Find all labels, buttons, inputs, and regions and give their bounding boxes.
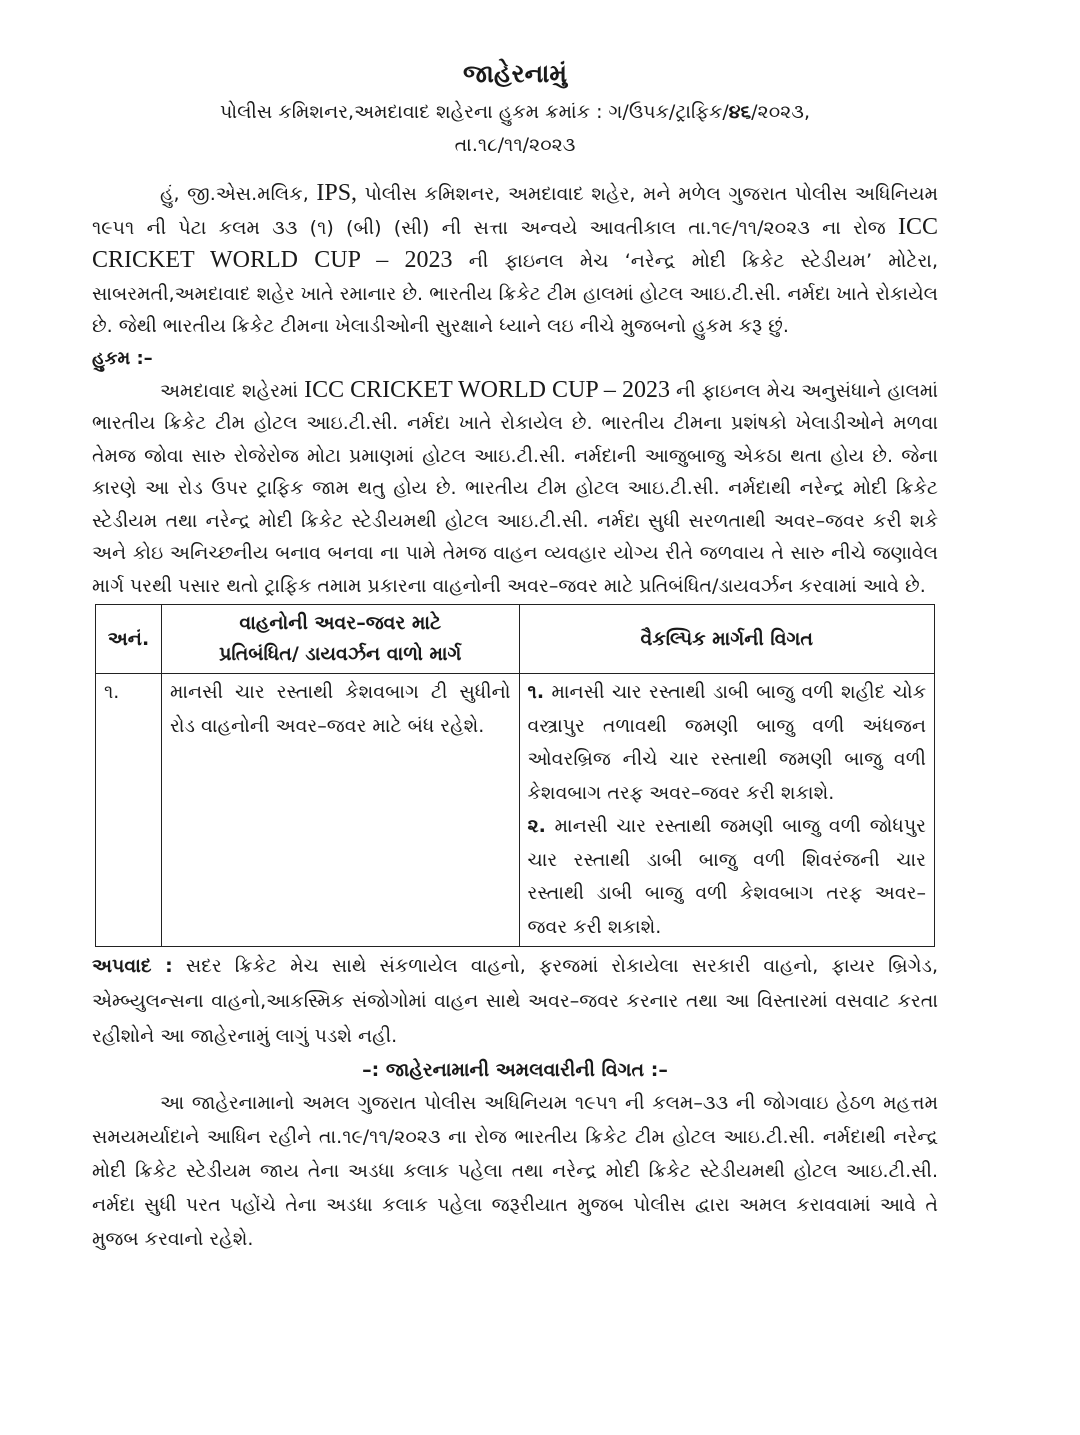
intro-text-3: ની ફાઇનલ મેચ ‘નરેન્દ્ર મોદી ક્રિકેટ સ્ટેડીયમ’ મોટેરા, સાબરમતી,અમદાવાદ શહેર ખાતે રમાનાર છે. ભારતીય ક્રિકેટ ટીમ હાલમાં હોટલ આઇ.ટી.સી. નર્મદા ખાતે રોકાયેલ છે. જેથી ભારતીય ક્રિકેટ ટીમના ખેલાડીઓની સુરક્ષાને ધ્યાને લઇ નીચે મુજબનો હુકમ કરૂ છું. — [92, 250, 938, 337]
alternate-route-text: માનસી ચાર રસ્તાથી જમણી બાજુ વળી જોધપુર ચાર રસ્તાથી ડાબી બાજુ વળી શિવરંજની ચાર રસ્તાથી ડાબી બાજુ વળી કેશવબાગ તરફ અવર–જવર કરી શકાશે. — [527, 815, 926, 938]
order-paragraph — [92, 374, 938, 603]
implementation-paragraph: આ જાહેરનામાનો અમલ ગુજરાત પોલીસ અધિનિયમ ૧૯૫૧ ની કલમ–૩૩ ની જોગવાઇ હેઠળ મહત્તમ સમયમર્યાદાને આધિન રહીને તા.૧૯/૧૧/૨૦૨૩ ના રોજ ભારતીય ક્રિકેટ ટીમ હોટલ આઇ.ટી.સી. નર્મદાથી નરેન્દ્ર મોદી ક્રિકેટ સ્ટેડીયમ જાય તેના અડધા કલાક પહેલા તથા નરેન્દ્ર મોદી ક્રિકેટ સ્ટેડીયમથી હોટલ આઇ.ટી.સી. નર્મદા સુધી પરત પહોંચે તેના અડધા કલાક પહેલા જરૂરીયાત મુજબ પોલીસ દ્વારા અમલ કરાવવામાં આવે તે મુજબ કરવાનો રહેશે. — [92, 1092, 938, 1250]
document-title: જાહેરનામું — [462, 59, 567, 88]
order-number: ૪૬ — [728, 101, 752, 123]
route-table-header — [96, 605, 935, 674]
notification-page — [92, 52, 938, 1256]
header-restricted-route-line2: પ્રતિબંધિત/ ડાયવર્ઝન વાળો માર્ગ — [219, 643, 462, 665]
order-text-1: અમદાવાદ શહેરમાં — [160, 379, 298, 402]
row-alternate-routes — [519, 674, 934, 947]
order-heading: હુકમ :– — [92, 347, 153, 369]
alternate-route-item — [528, 676, 926, 810]
exception-label: અપવાદ : — [92, 955, 173, 977]
row-serial-number: ૧. — [96, 674, 162, 947]
table-row — [96, 674, 935, 947]
header-restricted-route — [161, 605, 519, 674]
header-serial-number: અનં. — [96, 605, 162, 674]
intro-text-1: હું, જી.એસ.મલિક, — [160, 183, 309, 205]
alternate-route-text: માનસી ચાર રસ્તાથી ડાબી બાજુ વળી શહીદ ચોક વસ્ત્રાપુર તળાવથી જમણી બાજુ વળી અંધજન ઓવરબ્રિજ નીચે ચાર રસ્તાથી જમણી બાજુ વળી કેશવબાગ તરફ અવર–જવર કરી શકાશે. — [527, 681, 926, 804]
alternate-route-number: ૧. — [527, 681, 545, 703]
exception-text: સદર ક્રિકેટ મેચ સાથે સંકળાયેલ વાહનો, ફરજમાં રોકાયેલા સરકારી વાહનો, ફાયર બ્રિગેડ, એમ્બ્યુલન્સના વાહનો,આકસ્મિક સંજોગોમાં વાહન સાથે અવર–જવર કરનાર તથા આ વિસ્તારમાં વસવાટ કરતા રહીશોને આ જાહેરનામું લાગું પડશે નહી. — [92, 955, 939, 1047]
order-reference-suffix: /૨૦૨૩, — [751, 101, 810, 123]
intro-text-2: પોલીસ કમિશનર, અમદાવાદ શહેર, મને મળેલ ગુજરાત પોલીસ અધિનિયમ ૧૯૫૧ ની પેટા કલમ ૩૩ (૧) (બી) (સી) ની સત્તા અન્વયે આવતીકાલ તા.૧૯/૧૧/૨૦૨૩ ના રોજ — [92, 183, 939, 239]
route-table — [95, 604, 935, 947]
row-restricted-route: માનસી ચાર રસ્તાથી કેશવબાગ ટી સુધીનો રોડ વાહનોની અવર–જવર માટે બંધ રહેશે. — [161, 674, 519, 947]
intro-event-name: ICC CRICKET WORLD CUP – 2023 — [92, 213, 938, 273]
implementation-heading: –: જાહેરનામાની અમલવારીની વિગત :– — [362, 1059, 668, 1081]
header-alternate-route: વૈકલ્પિક માર્ગની વિગત — [519, 605, 934, 674]
alternate-route-number: ૨. — [527, 815, 546, 837]
order-date: તા.૧૮/૧૧/૨૦૨૩ — [454, 134, 576, 156]
intro-ips: IPS, — [316, 180, 358, 206]
header-restricted-route-line1: વાહનોની અવર–જવર માટે — [239, 612, 442, 634]
order-text-2: ની ફાઇનલ મેચ અનુસંધાને હાલમાં ભારતીય ક્રિકેટ ટીમ હોટલ આઇ.ટી.સી. નર્મદા ખાતે રોકાયેલ છે. ભારતીય ટીમના પ્રશંષકો ખેલાડીઓને મળવા તેમજ જોવા સારુ રોજેરોજ મોટા પ્રમાણમાં હોટલ આઇ.ટી.સી. નર્મદાની આજુબાજુ એકઠા થતા હોય છે. જેના કારણે આ રોડ ઉપર ટ્રાફિક જામ થતુ હોય છે. ભારતીય ટીમ હોટલ આઇ.ટી.સી. નર્મદાથી નરેન્દ્ર મોદી ક્રિકેટ સ્ટેડીયમ તથા નરેન્દ્ર મોદી ક્રિકેટ સ્ટેડીયમથી હોટલ આઇ.ટી.સી. નર્મદા સુધી સરળતાથી અવર–જવર કરી શકે અને કોઇ અનિચ્છનીય બનાવ બનવા ના પામે તેમજ વાહન વ્યવહાર યોગ્ય રીતે જળવાય તે સારુ નીચે જણાવેલ માર્ગ પરથી પસાર થતો ટ્રાફિક તમામ પ્રકારના વાહનોની અવર–જવર માટે પ્રતિબંધિત/ડાયવર્ઝન કરવામાં આવે છે. — [92, 379, 938, 597]
intro-paragraph — [92, 177, 938, 343]
order-reference-prefix: પોલીસ કમિશનર,અમદાવાદ શહેરના હુકમ ક્રમાંક : ગ/ઉપક/ટ્રાફિક/ — [219, 101, 729, 123]
order-reference — [92, 96, 938, 129]
exception-paragraph — [92, 949, 938, 1054]
order-event-name: ICC CRICKET WORLD CUP – 2023 — [304, 376, 670, 403]
alternate-route-item — [528, 810, 926, 944]
